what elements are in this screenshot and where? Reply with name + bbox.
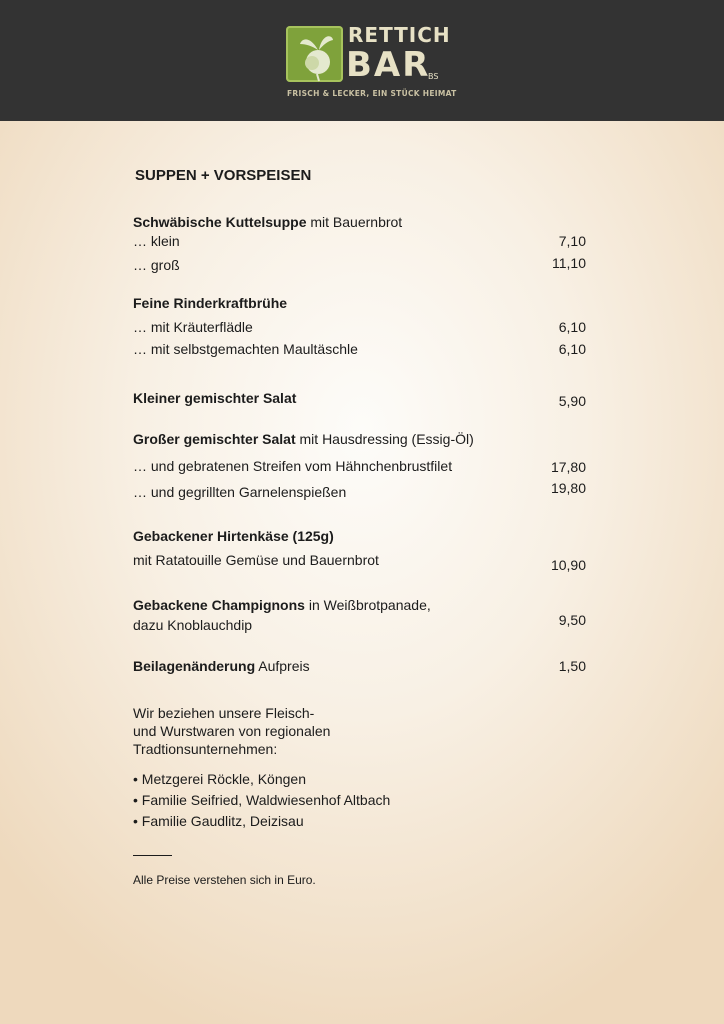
divider xyxy=(133,855,172,856)
item-variant: … mit Kräuterflädle xyxy=(133,319,253,335)
item-price: 5,90 xyxy=(558,393,586,409)
logo-badge xyxy=(286,26,343,82)
price-footnote: Alle Preise verstehen sich in Euro. xyxy=(133,873,316,887)
item-price: 19,80 xyxy=(550,480,586,496)
menu-item-title xyxy=(133,214,402,231)
item-price: 9,50 xyxy=(558,612,586,628)
item-price: 10,90 xyxy=(550,557,586,573)
item-variant: … groß xyxy=(133,257,180,273)
supplier-item: • Familie Gaudlitz, Deizisau xyxy=(133,813,304,829)
item-desc: Aufpreis xyxy=(255,658,310,674)
sourcing-intro-line: Wir beziehen unsere Fleisch- xyxy=(133,705,315,721)
menu-item-title xyxy=(133,597,431,614)
sourcing-intro-line: Tradtionsunternehmen: xyxy=(133,741,278,757)
menu-item-title xyxy=(133,658,310,675)
tagline: FRISCH & LECKER, EIN STÜCK HEIMAT xyxy=(287,89,457,98)
supplier-item: • Metzgerei Röckle, Köngen xyxy=(133,771,306,787)
menu-item-title xyxy=(133,431,474,448)
item-desc: dazu Knoblauchdip xyxy=(133,617,253,633)
item-name: Kleiner gemischter Salat xyxy=(133,390,297,406)
item-name: Beilagenänderung xyxy=(133,658,256,674)
item-name: Schwäbische Kuttelsuppe xyxy=(133,214,307,230)
item-desc: mit Ratatouille Gemüse und Bauernbrot xyxy=(133,552,379,568)
supplier-item: • Familie Seifried, Waldwiesenhof Altbach xyxy=(133,792,391,808)
section-title: SUPPEN + VORSPEISEN xyxy=(135,167,312,184)
item-name: Großer gemischter Salat xyxy=(133,431,296,447)
item-price: 11,10 xyxy=(552,255,586,271)
sourcing-intro-line: und Wurstwaren von regionalen xyxy=(133,723,331,739)
item-variant: … mit selbstgemachten Maultäschle xyxy=(133,341,358,357)
item-price: 6,10 xyxy=(558,341,586,357)
item-desc: mit Bauernbrot xyxy=(306,214,403,230)
item-desc: mit Hausdressing (Essig-Öl) xyxy=(295,431,474,447)
item-price: 7,10 xyxy=(558,233,586,249)
brand-suffix: BS xyxy=(428,72,439,81)
item-price: 17,80 xyxy=(550,459,586,475)
item-desc: in Weißbrotpanade, xyxy=(304,597,431,613)
item-variant: … klein xyxy=(133,233,180,249)
header-bar xyxy=(0,0,724,121)
brand-name-line2: BAR xyxy=(346,45,431,85)
item-price: 6,10 xyxy=(558,319,586,335)
item-price: 1,50 xyxy=(558,658,586,674)
item-name: Gebackene Champignons xyxy=(133,597,305,613)
brand-name-line1: RETTICH xyxy=(348,23,451,47)
item-name: Feine Rinderkraftbrühe xyxy=(133,295,288,311)
item-variant: … und gegrillten Garnelenspießen xyxy=(133,484,347,500)
radish-icon xyxy=(286,26,343,82)
item-name: Gebackener Hirtenkäse (125g) xyxy=(133,528,334,544)
item-variant: … und gebratenen Streifen vom Hähnchenbrustfilet xyxy=(133,458,453,474)
